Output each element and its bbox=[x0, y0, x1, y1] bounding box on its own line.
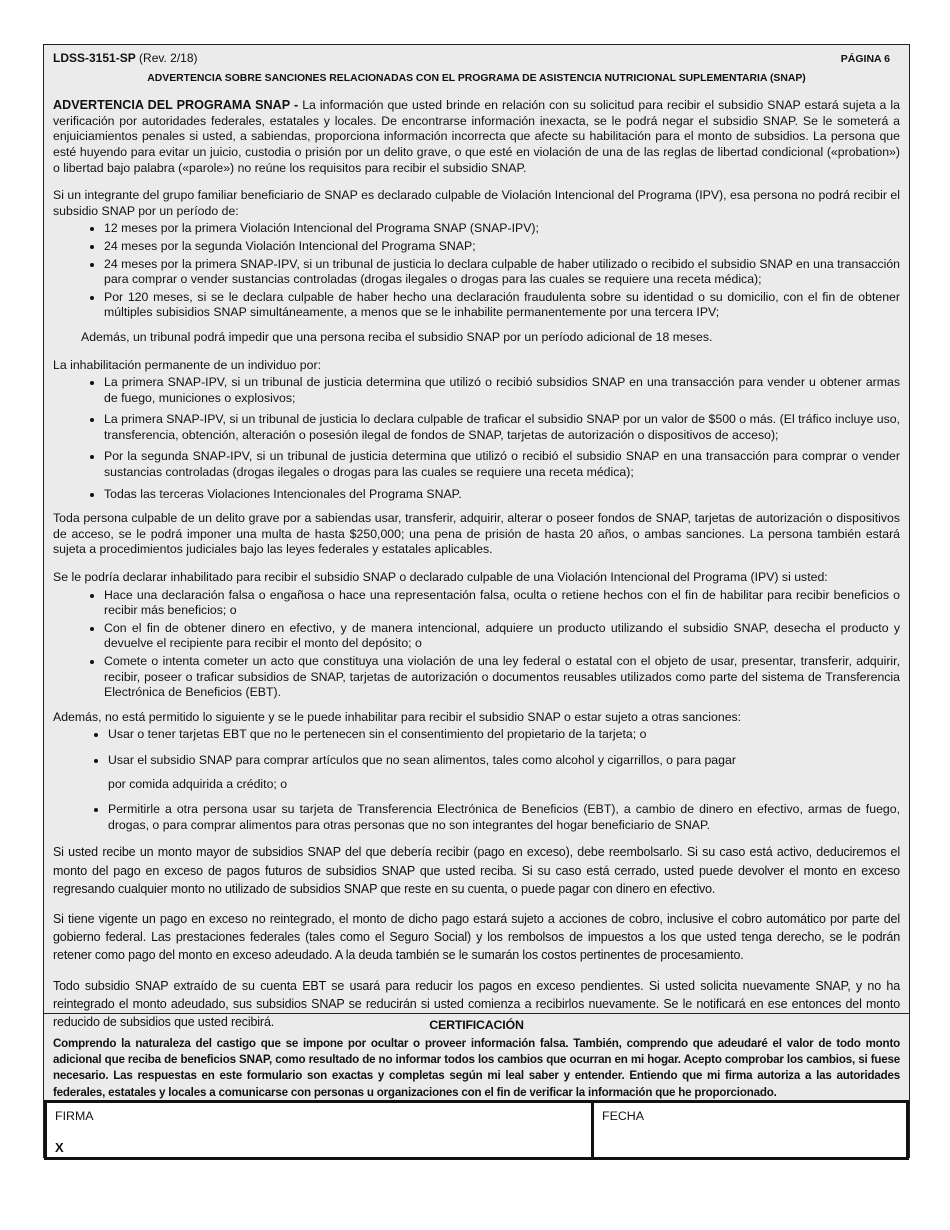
overpayment-paragraph: Si usted recibe un monto mayor de subsidios SNAP del que debería recibir (pago en exceso), debe reembolsarlo. Si su caso está activo, deduciremos el monto del pago en exceso de pagos futuros de subsidios SNAP que usted reciba. Si su caso está cerrado, usted puede devolver el monto en exceso regresando cualquier monto no utilizado de subsidios SNAP que reste en su cuenta, o puede pagar con dinero en efectivo. bbox=[53, 845, 900, 896]
page-title: ADVERTENCIA SOBRE SANCIONES RELACIONADAS CON EL PROGRAMA DE ASISTENCIA NUTRICIONAL SUPLEMENTARIA (SNAP) bbox=[147, 72, 806, 84]
snap-warning-lead: ADVERTENCIA DEL PROGRAMA SNAP - bbox=[53, 98, 299, 113]
list-item: • 24 meses por la segunda Violación Intencional del Programa SNAP; bbox=[104, 239, 900, 255]
list-item: • 12 meses por la primera Violación Intencional del Programa SNAP (SNAP-IPV); bbox=[104, 221, 900, 237]
snap-warning-text: La información que usted brinde en relación con su solicitud para recibir el subsidio SNAP estará sujeta a la verificación por autoridades federales, estatales y locales. De encontrarse información inexacta, se le podrá negar el subsidio SNAP. Se le someterá a enjuiciamientos penales si usted, a sabiendas, proporciona información incorrecta que afecte su habilitación para el monto de subsidios. La persona que esté huyendo para evitar un juicio, custodia o prisión por un delito grave, o que esté en violación de una de las reglas de libertad condicional («probation») o libertad bajo palabra («parole») no reúne los requisitos para recibir el subsidio SNAP. bbox=[53, 98, 900, 175]
signature-x-mark: X bbox=[55, 1140, 64, 1155]
page-number: PÁGINA 6 bbox=[840, 53, 890, 65]
signature-label: FIRMA bbox=[55, 1109, 94, 1123]
date-field[interactable] bbox=[594, 1103, 909, 1160]
permanent-intro: La inhabilitación permanente de un individuo por: bbox=[53, 357, 321, 372]
certification-title: CERTIFICACIÓN bbox=[429, 1018, 524, 1032]
list-item: • Todas las terceras Violaciones Intencionales del Programa SNAP. bbox=[104, 487, 900, 503]
list-item: • Hace una declaración falsa o engañosa o hace una representación falsa, oculta o retiene hechos con el fin de habilitar para recibir beneficios o recibir más beneficios; o bbox=[104, 588, 900, 619]
not-allowed-list bbox=[53, 727, 900, 833]
form-content bbox=[44, 45, 909, 1031]
permanent-list bbox=[53, 375, 900, 502]
not-allowed-intro: Además, no está permitido lo siguiente y se le puede inhabilitar para recibir el subsidio SNAP o estar sujeto a otras sanciones: bbox=[53, 709, 742, 724]
certification-text: Comprendo la naturaleza del castigo que se impone por ocultar o proveer información falsa. También, comprendo que adeudaré el valor de todo monto adicional que reciba de beneficios SNAP, como resultado de no informar todos los cambios que ocurran en mi hogar. Acepto comprobar los cambios, si fuese necesario. Las respuestas en este formulario son exactas y completas según mi leal saber y entender. Entiendo que mi firma autoriza a las autoridades federales, estatales y locales a comunicarse con personas u organizaciones con el fin de verificar la información que he proporcionado. bbox=[53, 1037, 900, 1099]
list-item: • Con el fin de obtener dinero en efectivo, y de manera intencional, adquiere un producto utilizando el subsidio SNAP, desecha el producto y devuelve el recipiente para recibir el monto del depósito; o bbox=[104, 621, 900, 652]
form-page bbox=[43, 44, 910, 1158]
collection-paragraph: Si tiene vigente un pago en exceso no reintegrado, el monto de dicho pago estará sujeto a acciones de cobro, inclusive el cobro automático por parte del gobierno federal. Las prestaciones federales (tales como el Seguro Social) y los rembolsos de impuestos a los que usted tenga derecho, se le podrán retener como pago del monto en exceso adeudado. A la deuda también se le sumarán los costos pertinentes de procesamiento. bbox=[53, 911, 900, 963]
list-item: • La primera SNAP-IPV, si un tribunal de justicia determina que utilizó o recibió subsidios SNAP en una transacción para vender u obtener armas de fuego, municiones o explosivos; bbox=[104, 375, 900, 406]
list-item: • Comete o intenta cometer un acto que constituya una violación de una ley federal o estatal con el objeto de usar, presentar, transferir, adquirir, recibir, poseer o traficar subsidios de SNAP, tarjetas de autorización o documentos reusables utilizados como parte del sistema de Transferencia Electrónica de Beneficios (EBT). bbox=[104, 654, 900, 701]
felony-paragraph: Toda persona culpable de un delito grave por a sabiendas usar, transferir, adquirir, alterar o poseer fondos de SNAP, tarjetas de autorización o dispositivos de acceso, se le podrá imponer una multa de hasta $250,000; una pena de prisión de hasta 20 años, o ambas sanciones. La persona también estará sujeta a procedimientos judiciales bajo las leyes federales y estatales aplicables. bbox=[53, 511, 900, 557]
list-item: • Por la segunda SNAP-IPV, si un tribunal de justicia determina que utilizó o recibió el subsidio SNAP en una transacción para comprar o vender sustancias controladas (drogas ilegales o drogas para las cuales se requiere una receta médica); bbox=[104, 449, 900, 480]
ipv-additional: Además, un tribunal podrá impedir que una persona reciba el subsidio SNAP por un período adicional de 18 meses. bbox=[81, 329, 713, 344]
disqualify-list bbox=[53, 588, 900, 701]
signature-row bbox=[44, 1100, 909, 1160]
list-item: • Usar o tener tarjetas EBT que no le pertenecen sin el consentimiento del propietario de la tarjeta; o bbox=[108, 727, 900, 743]
ipv-list bbox=[53, 221, 900, 321]
snap-warning-paragraph bbox=[53, 98, 900, 176]
ebt-reduce-paragraph: Todo subsidio SNAP extraído de su cuenta EBT se usará para reducir los pagos en exceso pendientes. Si usted solicita nuevamente SNAP, y no ha reintegrado el monto adeudado, sus subsidios SNAP se reducirán si usted comienza a recibirlos nuevamente. Se le notificará en ese entonces del monto reducido de subsidios que usted recibirá. bbox=[53, 978, 900, 1029]
disqualify-intro: Se le podría declarar inhabilitado para recibir el subsidio SNAP o declarado culpable de una Violación Intencional del Programa (IPV) si usted: bbox=[53, 570, 828, 585]
certification-section bbox=[44, 1013, 909, 1101]
form-header bbox=[53, 51, 900, 68]
list-item-continuation: por comida adquirida a crédito; o bbox=[108, 776, 288, 791]
list-item: • Por 120 meses, si se le declara culpable de haber hecho una declaración fraudulenta sobre su identidad o su domicilio, con el fin de obtener múltiples subisidios SNAP simultáneamente, a menos que se le inhabilite permanentemente por una tercera IPV; bbox=[104, 290, 900, 321]
date-label: FECHA bbox=[602, 1109, 644, 1123]
list-item bbox=[108, 753, 900, 792]
list-item-text: Usar el subsidio SNAP para comprar artículos que no sean alimentos, tales como alcohol y cigarrillos, o para pagar bbox=[108, 752, 736, 767]
ipv-intro: Si un integrante del grupo familiar beneficiario de SNAP es declarado culpable de Violación Intencional del Programa (IPV), esa persona no podrá recibir el subsidio SNAP por un período de: bbox=[53, 188, 900, 218]
form-id: LDSS-3151-SP bbox=[53, 51, 136, 65]
form-revision: (Rev. 2/18) bbox=[139, 51, 198, 65]
list-item: • Permitirle a otra persona usar su tarjeta de Transferencia Electrónica de Beneficios (EBT), a cambio de dinero en efectivo, armas de fuego, drogas, o para comprar alimentos para otras personas que no son integrantes del hogar beneficiario de SNAP. bbox=[108, 802, 900, 833]
signature-field[interactable] bbox=[44, 1103, 594, 1160]
list-item: • La primera SNAP-IPV, si un tribunal de justicia lo declara culpable de traficar el subsidio SNAP por un valor de $500 o más. (El tráfico incluye uso, transferencia, obtención, alteración o posesión ilegal de fondos de SNAP, tarjetas de autorización o dispositivos de acceso); bbox=[104, 412, 900, 443]
list-item: • 24 meses por la primera SNAP-IPV, si un tribunal de justicia lo declara culpable de haber utilizado o recibido el subsidio SNAP en una transacción para comprar o vender sustancias controladas (drogas ilegales o drogas para las cuales se requiere una receta médica); bbox=[104, 257, 900, 288]
form-id-block bbox=[53, 51, 198, 67]
